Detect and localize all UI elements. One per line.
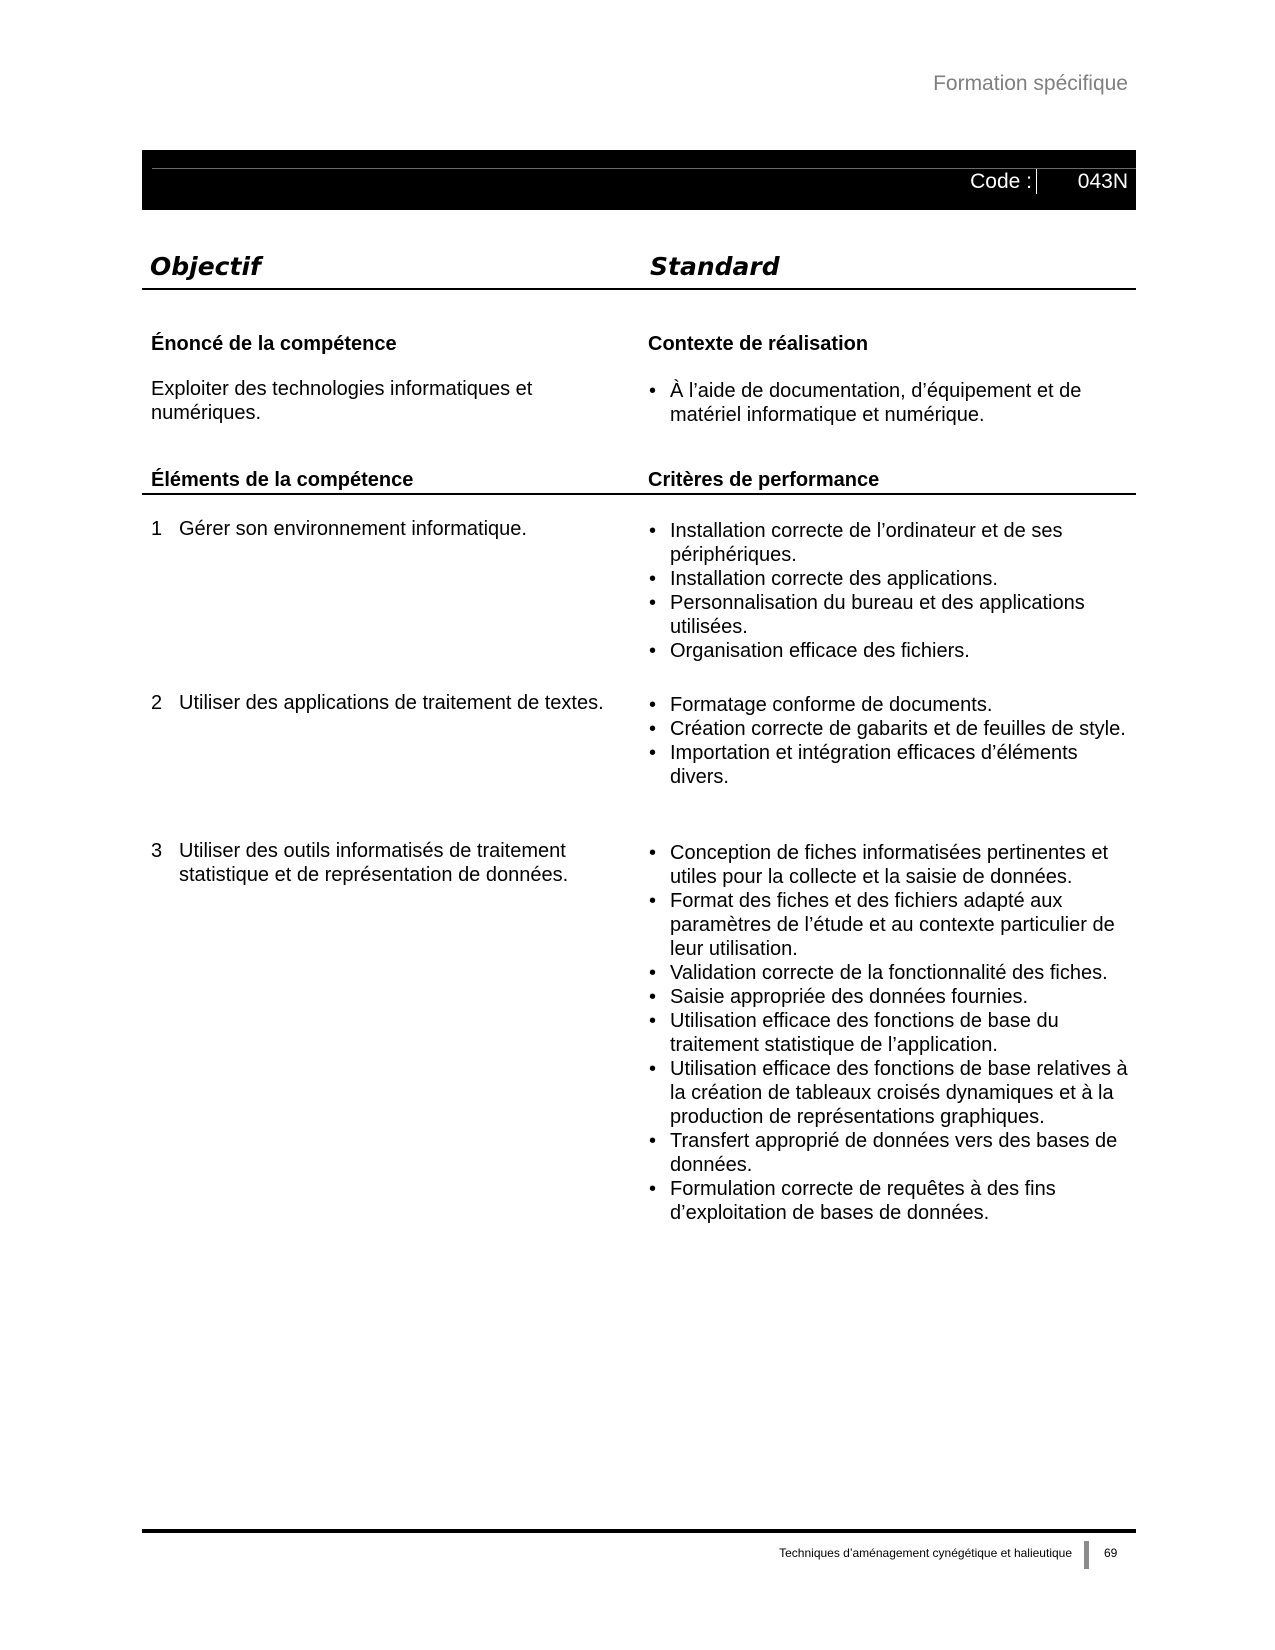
- element-3: [151, 839, 611, 887]
- element-number: 3: [151, 840, 163, 862]
- criterion: • Transfert approprié de données vers des bases de données.: [648, 1129, 1138, 1177]
- element-number: 2: [151, 692, 163, 714]
- criterion: • Importation et intégration efficaces d’éléments divers.: [648, 741, 1138, 789]
- criterion: • Personnalisation du bureau et des applications utilisées.: [648, 591, 1138, 639]
- page-number: 69: [1104, 1546, 1118, 1560]
- element-number: 1: [151, 518, 163, 540]
- code-value: 043N: [1077, 170, 1128, 193]
- criterion: • Formatage conforme de documents.: [648, 693, 1138, 717]
- enonce-text-line-2: numériques.: [151, 402, 262, 424]
- code-bar: [142, 150, 1136, 210]
- enonce-text-line-1: Exploiter des technologies informatiques et: [151, 378, 533, 400]
- enonce-heading: Énoncé de la compétence: [151, 333, 397, 355]
- criterion: • Conception de fiches informatisées pertinentes et utiles pour la collecte et la saisie de données.: [648, 841, 1138, 889]
- criteria-list-2: [648, 693, 1138, 789]
- code-separator: [1036, 169, 1037, 194]
- criterion: • Saisie appropriée des données fournies.: [648, 985, 1138, 1009]
- elements-heading: Éléments de la compétence: [151, 469, 414, 491]
- criteres-heading: Critères de performance: [648, 469, 880, 491]
- contexte-item: • À l’aide de documentation, d’équipement et de matériel informatique et numérique.: [648, 379, 1118, 427]
- footer-separator: [1084, 1541, 1089, 1569]
- enonce-text: [151, 377, 621, 425]
- criteria-list-1: [648, 519, 1138, 663]
- contexte-list: [648, 379, 1118, 427]
- criterion: • Installation correcte des applications.: [648, 567, 1138, 591]
- code-label: Code :: [970, 170, 1032, 193]
- element-text: Gérer son environnement informatique.: [179, 518, 527, 540]
- criterion: • Validation correcte de la fonctionnalité des fiches.: [648, 961, 1138, 985]
- contexte-heading: Contexte de réalisation: [648, 333, 869, 355]
- column-headers: [142, 252, 1136, 290]
- element-1: [151, 517, 631, 541]
- objectif-heading: Objectif: [150, 252, 261, 281]
- criterion: • Utilisation efficace des fonctions de base du traitement statistique de l’application.: [648, 1009, 1138, 1057]
- criterion: • Création correcte de gabarits et de feuilles de style.: [648, 717, 1138, 741]
- element-text: Utiliser des applications de traitement de textes.: [179, 692, 604, 714]
- criterion: • Installation correcte de l’ordinateur et de ses périphériques.: [648, 519, 1138, 567]
- criterion: • Utilisation efficace des fonctions de base relatives à la création de tableaux croisés dynamiques et à la production de représentations graphiques.: [648, 1057, 1138, 1129]
- criterion: • Formulation correcte de requêtes à des fins d’exploitation de bases de données.: [648, 1177, 1138, 1225]
- section-rule: [142, 493, 1136, 495]
- criterion: • Format des fiches et des fichiers adapté aux paramètres de l’étude et au contexte particulier de leur utilisation.: [648, 889, 1138, 961]
- footer-title: Techniques d’aménagement cynégétique et halieutique: [779, 1546, 1072, 1560]
- standard-heading: Standard: [650, 252, 780, 281]
- footer-rule: [142, 1529, 1136, 1533]
- criterion: • Organisation efficace des fichiers.: [648, 639, 1138, 663]
- code-bar-line: [152, 168, 1136, 169]
- running-header: Formation spécifique: [933, 72, 1128, 95]
- criteria-list-3: [648, 841, 1138, 1225]
- element-text: Utiliser des outils informatisés de traitement statistique et de représentation de données.: [179, 840, 569, 886]
- element-2: [151, 691, 631, 715]
